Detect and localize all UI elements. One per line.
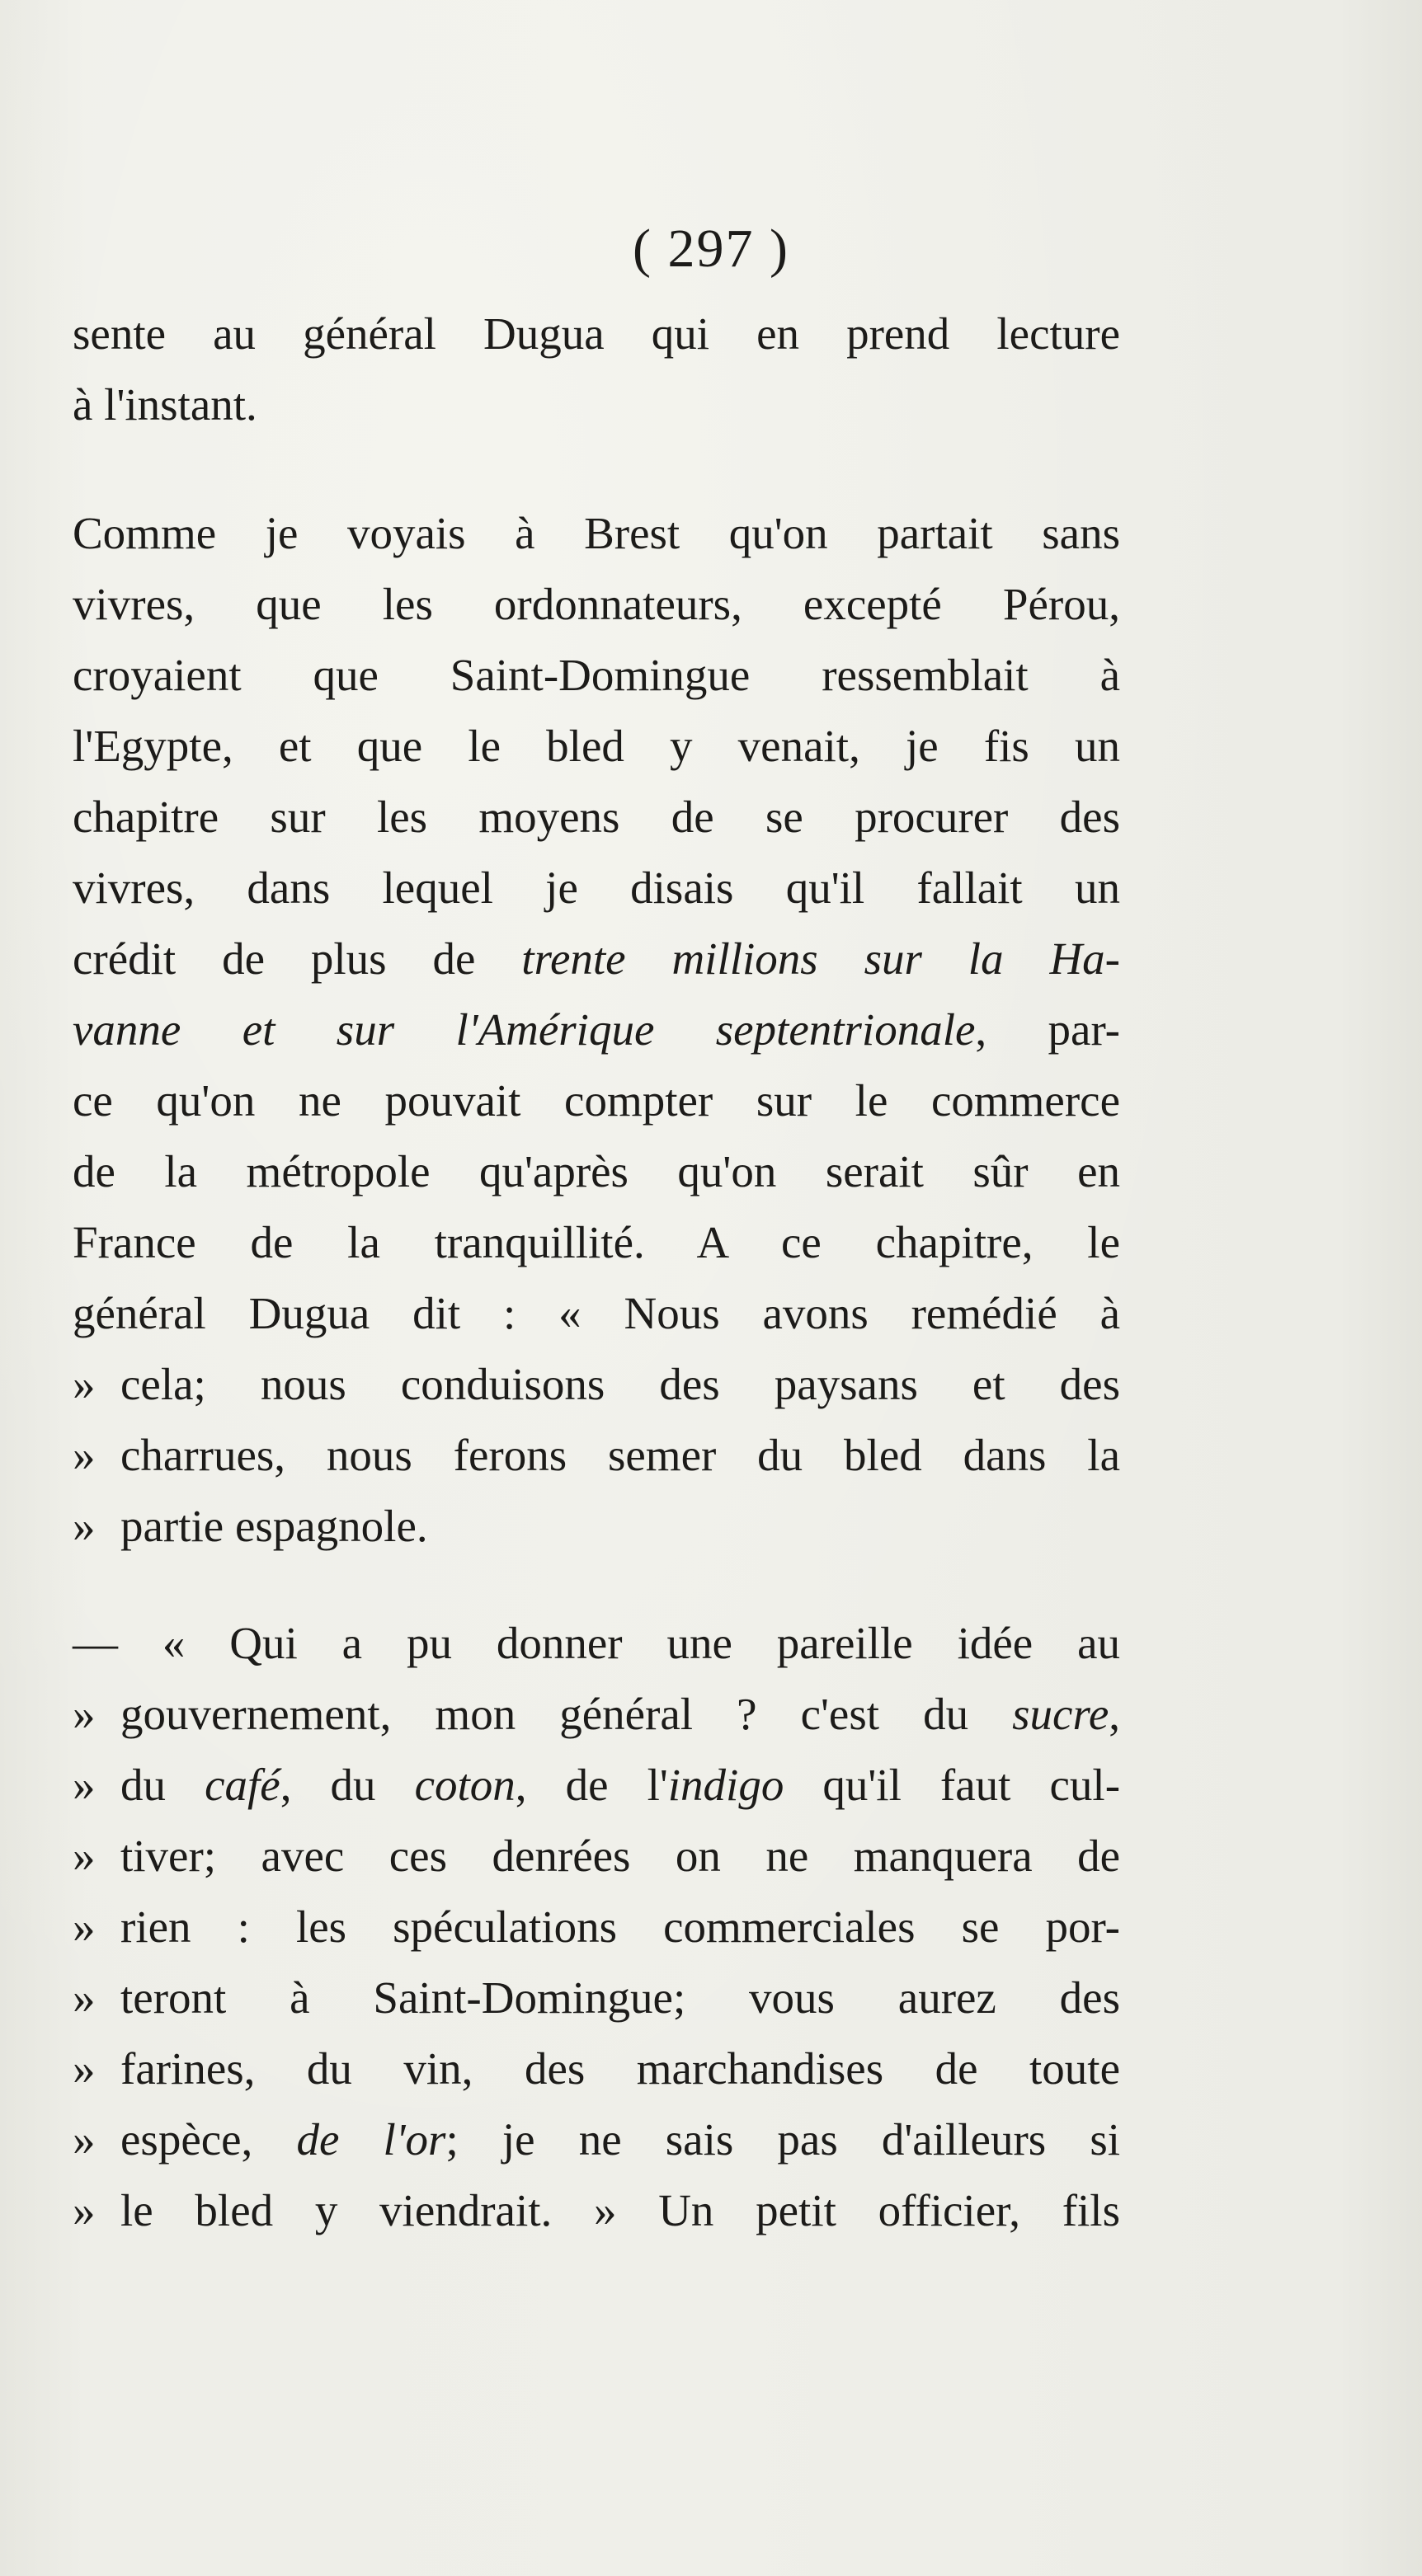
text-segment: , du [280, 1760, 415, 1810]
quote-mark: » [73, 1430, 96, 1480]
quote-mark: » [73, 2043, 96, 2094]
text-segment: farines, du vin, des marchandises de toute [120, 2043, 1120, 2094]
text-line [73, 1892, 1120, 1963]
text-segment: ; je ne sais pas d'ailleurs si [445, 2114, 1121, 2165]
text-line: ce qu'on ne pouvait compter sur le commerce [73, 1075, 1120, 1126]
text-line [73, 1963, 1120, 2033]
quote-mark: » [73, 1760, 96, 1810]
text-line [73, 1491, 1120, 1562]
text-line: France de la tranquillité. A ce chapitre, le [73, 1217, 1120, 1267]
italic-segment: sucre [1012, 1689, 1109, 1739]
text-line: général Dugua dit : « Nous avons remédié à [73, 1288, 1120, 1338]
text-segment: teront à Saint-Domingue; vous aurez des [120, 1972, 1120, 2023]
text-segment: , par- [975, 1004, 1120, 1055]
text-line: vivres, que les ordonnateurs, excepté Pérou, [73, 579, 1120, 629]
italic-segment: coton [414, 1760, 516, 1810]
italic-segment: trente millions sur la Ha- [521, 933, 1120, 984]
text-line: croyaient que Saint-Domingue ressemblait à [73, 650, 1120, 700]
text-segment: , de l' [515, 1760, 668, 1810]
text-line [73, 1750, 1120, 1821]
text-line [73, 924, 1120, 994]
paragraph-1 [73, 298, 1120, 440]
text-line [73, 1349, 1120, 1420]
italic-segment: de l'or [296, 2114, 446, 2165]
text-line: — « Qui a pu donner une pareille idée au [73, 1618, 1120, 1668]
text-line: vivres, dans lequel je disais qu'il fallait un [73, 863, 1120, 913]
quote-mark: » [73, 1689, 96, 1739]
text-line [73, 2175, 1120, 2246]
text-segment: qu'il faut cul- [784, 1760, 1121, 1810]
text-segment: rien : les spéculations commerciales se por- [120, 1901, 1120, 1952]
quote-mark: » [73, 1901, 96, 1952]
quote-mark: » [73, 1972, 96, 2023]
text-segment: tiver; avec ces denrées on ne manquera de [120, 1831, 1120, 1881]
text-segment: du [120, 1760, 205, 1810]
quote-mark: » [73, 1831, 96, 1881]
text-segment: crédit de plus de [73, 933, 522, 984]
text-line: chapitre sur les moyens de se procurer des [73, 792, 1120, 842]
text-line: Comme je voyais à Brest qu'on partait sans [73, 508, 1120, 558]
body-text [73, 298, 1120, 2246]
text-line [73, 1420, 1120, 1491]
text-line [73, 994, 1120, 1065]
text-segment: , [1109, 1689, 1120, 1739]
text-segment: cela; nous conduisons des paysans et des [120, 1359, 1120, 1409]
text-segment: espèce, [120, 2114, 297, 2165]
text-line [73, 2033, 1120, 2104]
paragraph-2 [73, 498, 1120, 1562]
quote-mark: » [73, 1501, 96, 1551]
text-segment: partie espagnole. [120, 1501, 428, 1551]
italic-segment: vanne et sur l'Amérique septentrionale [73, 1004, 976, 1055]
italic-segment: indigo [667, 1760, 784, 1810]
text-segment: charrues, nous ferons semer du bled dans la [120, 1430, 1120, 1480]
text-line [73, 1679, 1120, 1750]
quote-mark: » [73, 2185, 96, 2235]
text-line: l'Egypte, et que le bled y venait, je fis un [73, 721, 1120, 771]
text-line: de la métropole qu'après qu'on serait sûr en [73, 1146, 1120, 1196]
text-line [73, 1821, 1120, 1892]
text-segment: gouvernement, mon général ? c'est du [120, 1689, 1013, 1739]
page-number: ( 297 ) [633, 219, 789, 279]
text-line: sente au général Dugua qui en prend lecture [73, 308, 1120, 359]
text-line: à l'instant. [73, 379, 257, 430]
text-line [73, 2104, 1120, 2175]
paragraph-3 [73, 1608, 1120, 2246]
quote-mark: » [73, 2114, 96, 2165]
text-segment: le bled y viendrait. » Un petit officier, fils [120, 2185, 1120, 2235]
quote-mark: » [73, 1359, 96, 1409]
italic-segment: café [205, 1760, 280, 1810]
